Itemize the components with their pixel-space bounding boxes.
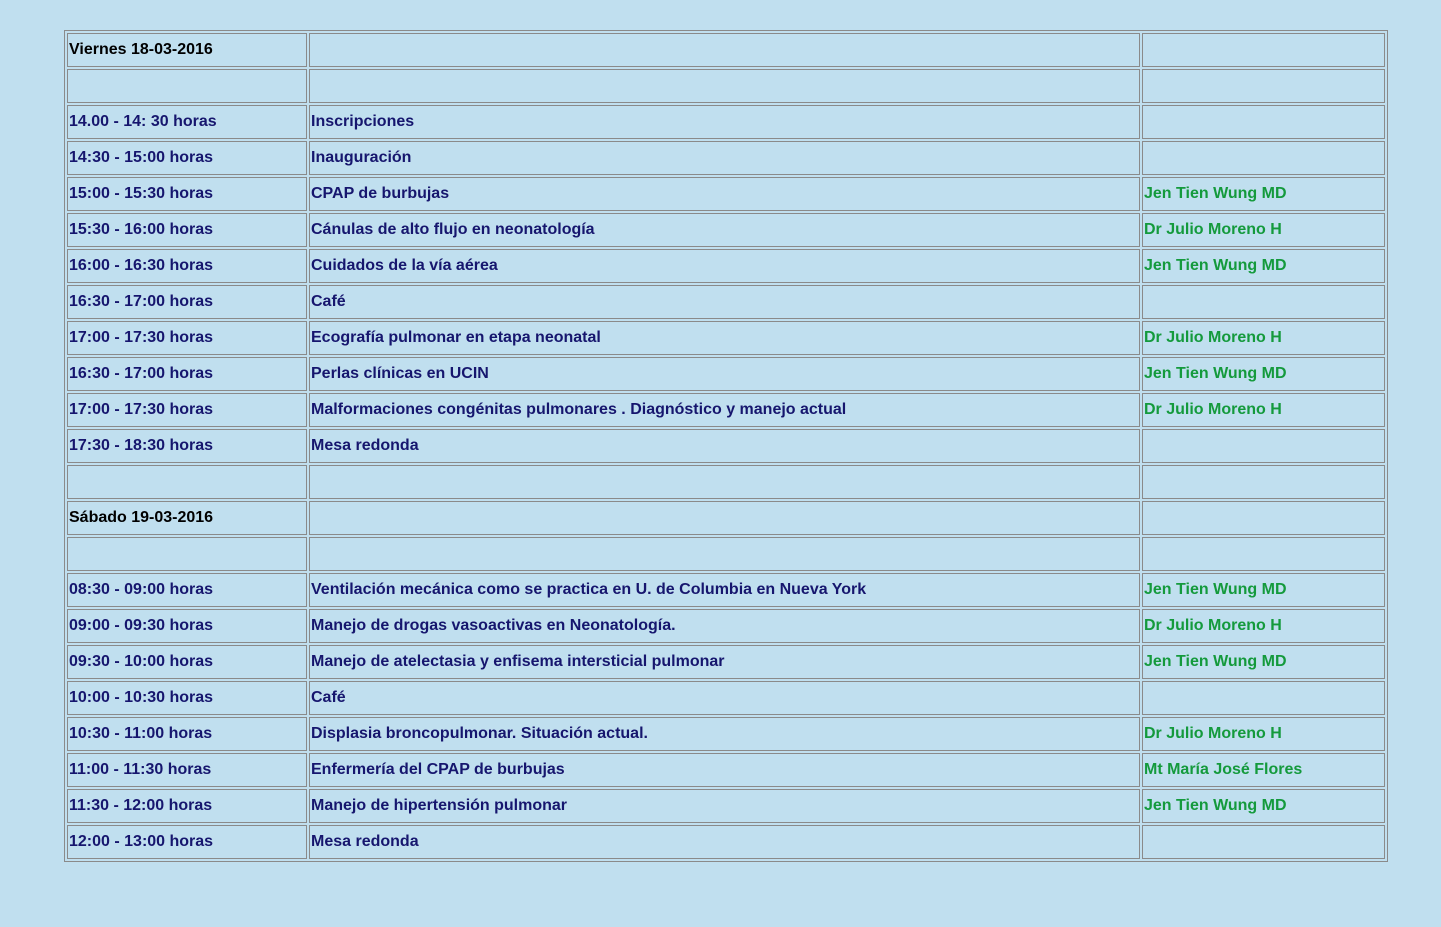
- time-cell: 10:30 - 11:00 horas: [67, 717, 307, 751]
- topic-cell: Perlas clínicas en UCIN: [309, 357, 1140, 391]
- speaker-cell: [1142, 33, 1385, 67]
- time-cell: 16:30 - 17:00 horas: [67, 357, 307, 391]
- time-cell: 17:30 - 18:30 horas: [67, 429, 307, 463]
- topic-cell: Inscripciones: [309, 105, 1140, 139]
- speaker-cell: [1142, 69, 1385, 103]
- speaker-cell: [1142, 825, 1385, 859]
- time-cell: 10:00 - 10:30 horas: [67, 681, 307, 715]
- time-cell: [67, 465, 307, 499]
- speaker-cell: [1142, 105, 1385, 139]
- table-row: [67, 753, 1385, 787]
- topic-cell: Mesa redonda: [309, 825, 1140, 859]
- time-cell: 08:30 - 09:00 horas: [67, 573, 307, 607]
- speaker-cell: Dr Julio Moreno H: [1142, 213, 1385, 247]
- speaker-cell: [1142, 537, 1385, 571]
- speaker-cell: [1142, 429, 1385, 463]
- speaker-cell: Jen Tien Wung MD: [1142, 645, 1385, 679]
- time-cell: 16:30 - 17:00 horas: [67, 285, 307, 319]
- time-cell: 12:00 - 13:00 horas: [67, 825, 307, 859]
- time-cell: 17:00 - 17:30 horas: [67, 321, 307, 355]
- table-row: [67, 141, 1385, 175]
- table-row: [67, 501, 1385, 535]
- topic-cell: Café: [309, 285, 1140, 319]
- time-cell: 09:00 - 09:30 horas: [67, 609, 307, 643]
- topic-cell: Enfermería del CPAP de burbujas: [309, 753, 1140, 787]
- table-row: [67, 573, 1385, 607]
- table-row: [67, 717, 1385, 751]
- speaker-cell: Jen Tien Wung MD: [1142, 573, 1385, 607]
- table-row: [67, 249, 1385, 283]
- topic-cell: Café: [309, 681, 1140, 715]
- table-row: [67, 321, 1385, 355]
- topic-cell: Ecografía pulmonar en etapa neonatal: [309, 321, 1140, 355]
- topic-cell: Manejo de atelectasia y enfisema intersticial pulmonar: [309, 645, 1140, 679]
- topic-cell: [309, 69, 1140, 103]
- speaker-cell: [1142, 465, 1385, 499]
- table-row: [67, 645, 1385, 679]
- table-row: [67, 789, 1385, 823]
- speaker-cell: [1142, 501, 1385, 535]
- table-row: [67, 537, 1385, 571]
- table-row: [67, 33, 1385, 67]
- day-heading: Viernes 18-03-2016: [67, 33, 307, 67]
- table-row: [67, 69, 1385, 103]
- speaker-cell: [1142, 285, 1385, 319]
- speaker-cell: Jen Tien Wung MD: [1142, 249, 1385, 283]
- topic-cell: Inauguración: [309, 141, 1140, 175]
- topic-cell: Cánulas de alto flujo en neonatología: [309, 213, 1140, 247]
- time-cell: [67, 69, 307, 103]
- topic-cell: [309, 465, 1140, 499]
- program-schedule-table: [64, 30, 1388, 862]
- topic-cell: [309, 501, 1140, 535]
- table-row: [67, 393, 1385, 427]
- topic-cell: Manejo de hipertensión pulmonar: [309, 789, 1140, 823]
- topic-cell: [309, 537, 1140, 571]
- time-cell: 09:30 - 10:00 horas: [67, 645, 307, 679]
- table-row: [67, 105, 1385, 139]
- speaker-cell: [1142, 681, 1385, 715]
- table-row: [67, 177, 1385, 211]
- day-heading: Sábado 19-03-2016: [67, 501, 307, 535]
- table-row: [67, 213, 1385, 247]
- time-cell: 15:30 - 16:00 horas: [67, 213, 307, 247]
- speaker-cell: Dr Julio Moreno H: [1142, 717, 1385, 751]
- speaker-cell: Jen Tien Wung MD: [1142, 789, 1385, 823]
- speaker-cell: Jen Tien Wung MD: [1142, 177, 1385, 211]
- time-cell: 11:00 - 11:30 horas: [67, 753, 307, 787]
- time-cell: 15:00 - 15:30 horas: [67, 177, 307, 211]
- table-row: [67, 465, 1385, 499]
- table-row: [67, 285, 1385, 319]
- topic-cell: Ventilación mecánica como se practica en U. de Columbia en Nueva York: [309, 573, 1140, 607]
- speaker-cell: Jen Tien Wung MD: [1142, 357, 1385, 391]
- time-cell: 16:00 - 16:30 horas: [67, 249, 307, 283]
- speaker-cell: Dr Julio Moreno H: [1142, 321, 1385, 355]
- speaker-cell: [1142, 141, 1385, 175]
- time-cell: [67, 537, 307, 571]
- time-cell: 11:30 - 12:00 horas: [67, 789, 307, 823]
- speaker-cell: Dr Julio Moreno H: [1142, 393, 1385, 427]
- topic-cell: CPAP de burbujas: [309, 177, 1140, 211]
- table-row: [67, 825, 1385, 859]
- topic-cell: Mesa redonda: [309, 429, 1140, 463]
- topic-cell: Manejo de drogas vasoactivas en Neonatología.: [309, 609, 1140, 643]
- time-cell: 14.00 - 14: 30 horas: [67, 105, 307, 139]
- table-row: [67, 681, 1385, 715]
- time-cell: 14:30 - 15:00 horas: [67, 141, 307, 175]
- schedule-body: [67, 33, 1385, 859]
- speaker-cell: Dr Julio Moreno H: [1142, 609, 1385, 643]
- topic-cell: Malformaciones congénitas pulmonares . Diagnóstico y manejo actual: [309, 393, 1140, 427]
- table-row: [67, 429, 1385, 463]
- topic-cell: Displasia broncopulmonar. Situación actual.: [309, 717, 1140, 751]
- topic-cell: [309, 33, 1140, 67]
- time-cell: 17:00 - 17:30 horas: [67, 393, 307, 427]
- table-row: [67, 609, 1385, 643]
- table-row: [67, 357, 1385, 391]
- speaker-cell: Mt María José Flores: [1142, 753, 1385, 787]
- topic-cell: Cuidados de la vía aérea: [309, 249, 1140, 283]
